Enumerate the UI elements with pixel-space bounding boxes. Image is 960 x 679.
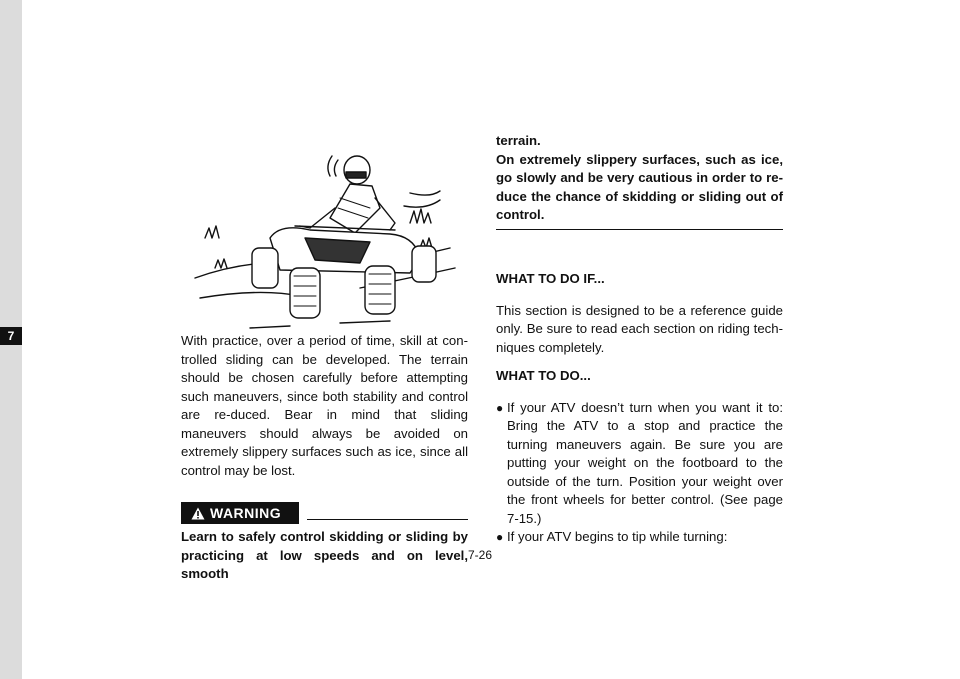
warning-badge [181, 502, 299, 525]
warning-continued: terrain. [496, 133, 541, 148]
warning-header [181, 502, 468, 524]
warning-divider [307, 519, 468, 520]
chapter-tab [0, 0, 22, 679]
left-column [181, 332, 468, 584]
bullet-icon: ● [496, 400, 504, 415]
list-item [496, 528, 783, 547]
warning-label: WARNING [210, 504, 282, 521]
warning-end-rule [496, 229, 783, 231]
warning-text: Learn to safely control skidding or sliding by practicing at low speeds and on level, smooth [181, 529, 468, 581]
page-number: 7-26 [467, 548, 493, 562]
list-item [496, 399, 783, 529]
chapter-number: 7 [0, 327, 22, 345]
right-column [496, 132, 783, 547]
intro-paragraph: This section is designed to be a reference guide only. Be sure to read each section on riding tech-niques completely. [496, 302, 783, 355]
list-item-text: If your ATV doesn’t turn when you want it to: Bring the ATV to a stop and practice the turning maneuvers again. Be sure you are putting your weight on the footboard to the outside of the turn. Position your weight over the front wheels for better control. (See page 7-15.) [507, 399, 783, 526]
bullet-icon: ● [496, 530, 504, 545]
warning-text-2: On extremely slippery surfaces, such as ice, go slowly and be very cautious in order to re-duce the chance of skidding or sliding out of control. [496, 151, 783, 222]
warning-triangle-icon [191, 507, 205, 520]
heading-what-to-do: WHAT TO DO... [496, 368, 591, 384]
body-paragraph: With practice, over a period of time, skill at con-trolled sliding can be developed. The terrain should be chosen carefully before attempting such maneuvers, since both stability and control are re-duced. Bear in mind that sliding maneuvers should always be avoided on extremely slippery surfaces such as ice, since all control may be lost. [181, 333, 468, 478]
list-item-text: If your ATV begins to tip while turning: [507, 529, 728, 545]
heading-what-to-do-if: WHAT TO DO IF... [496, 271, 605, 286]
atv-rider-illustration [190, 138, 460, 338]
